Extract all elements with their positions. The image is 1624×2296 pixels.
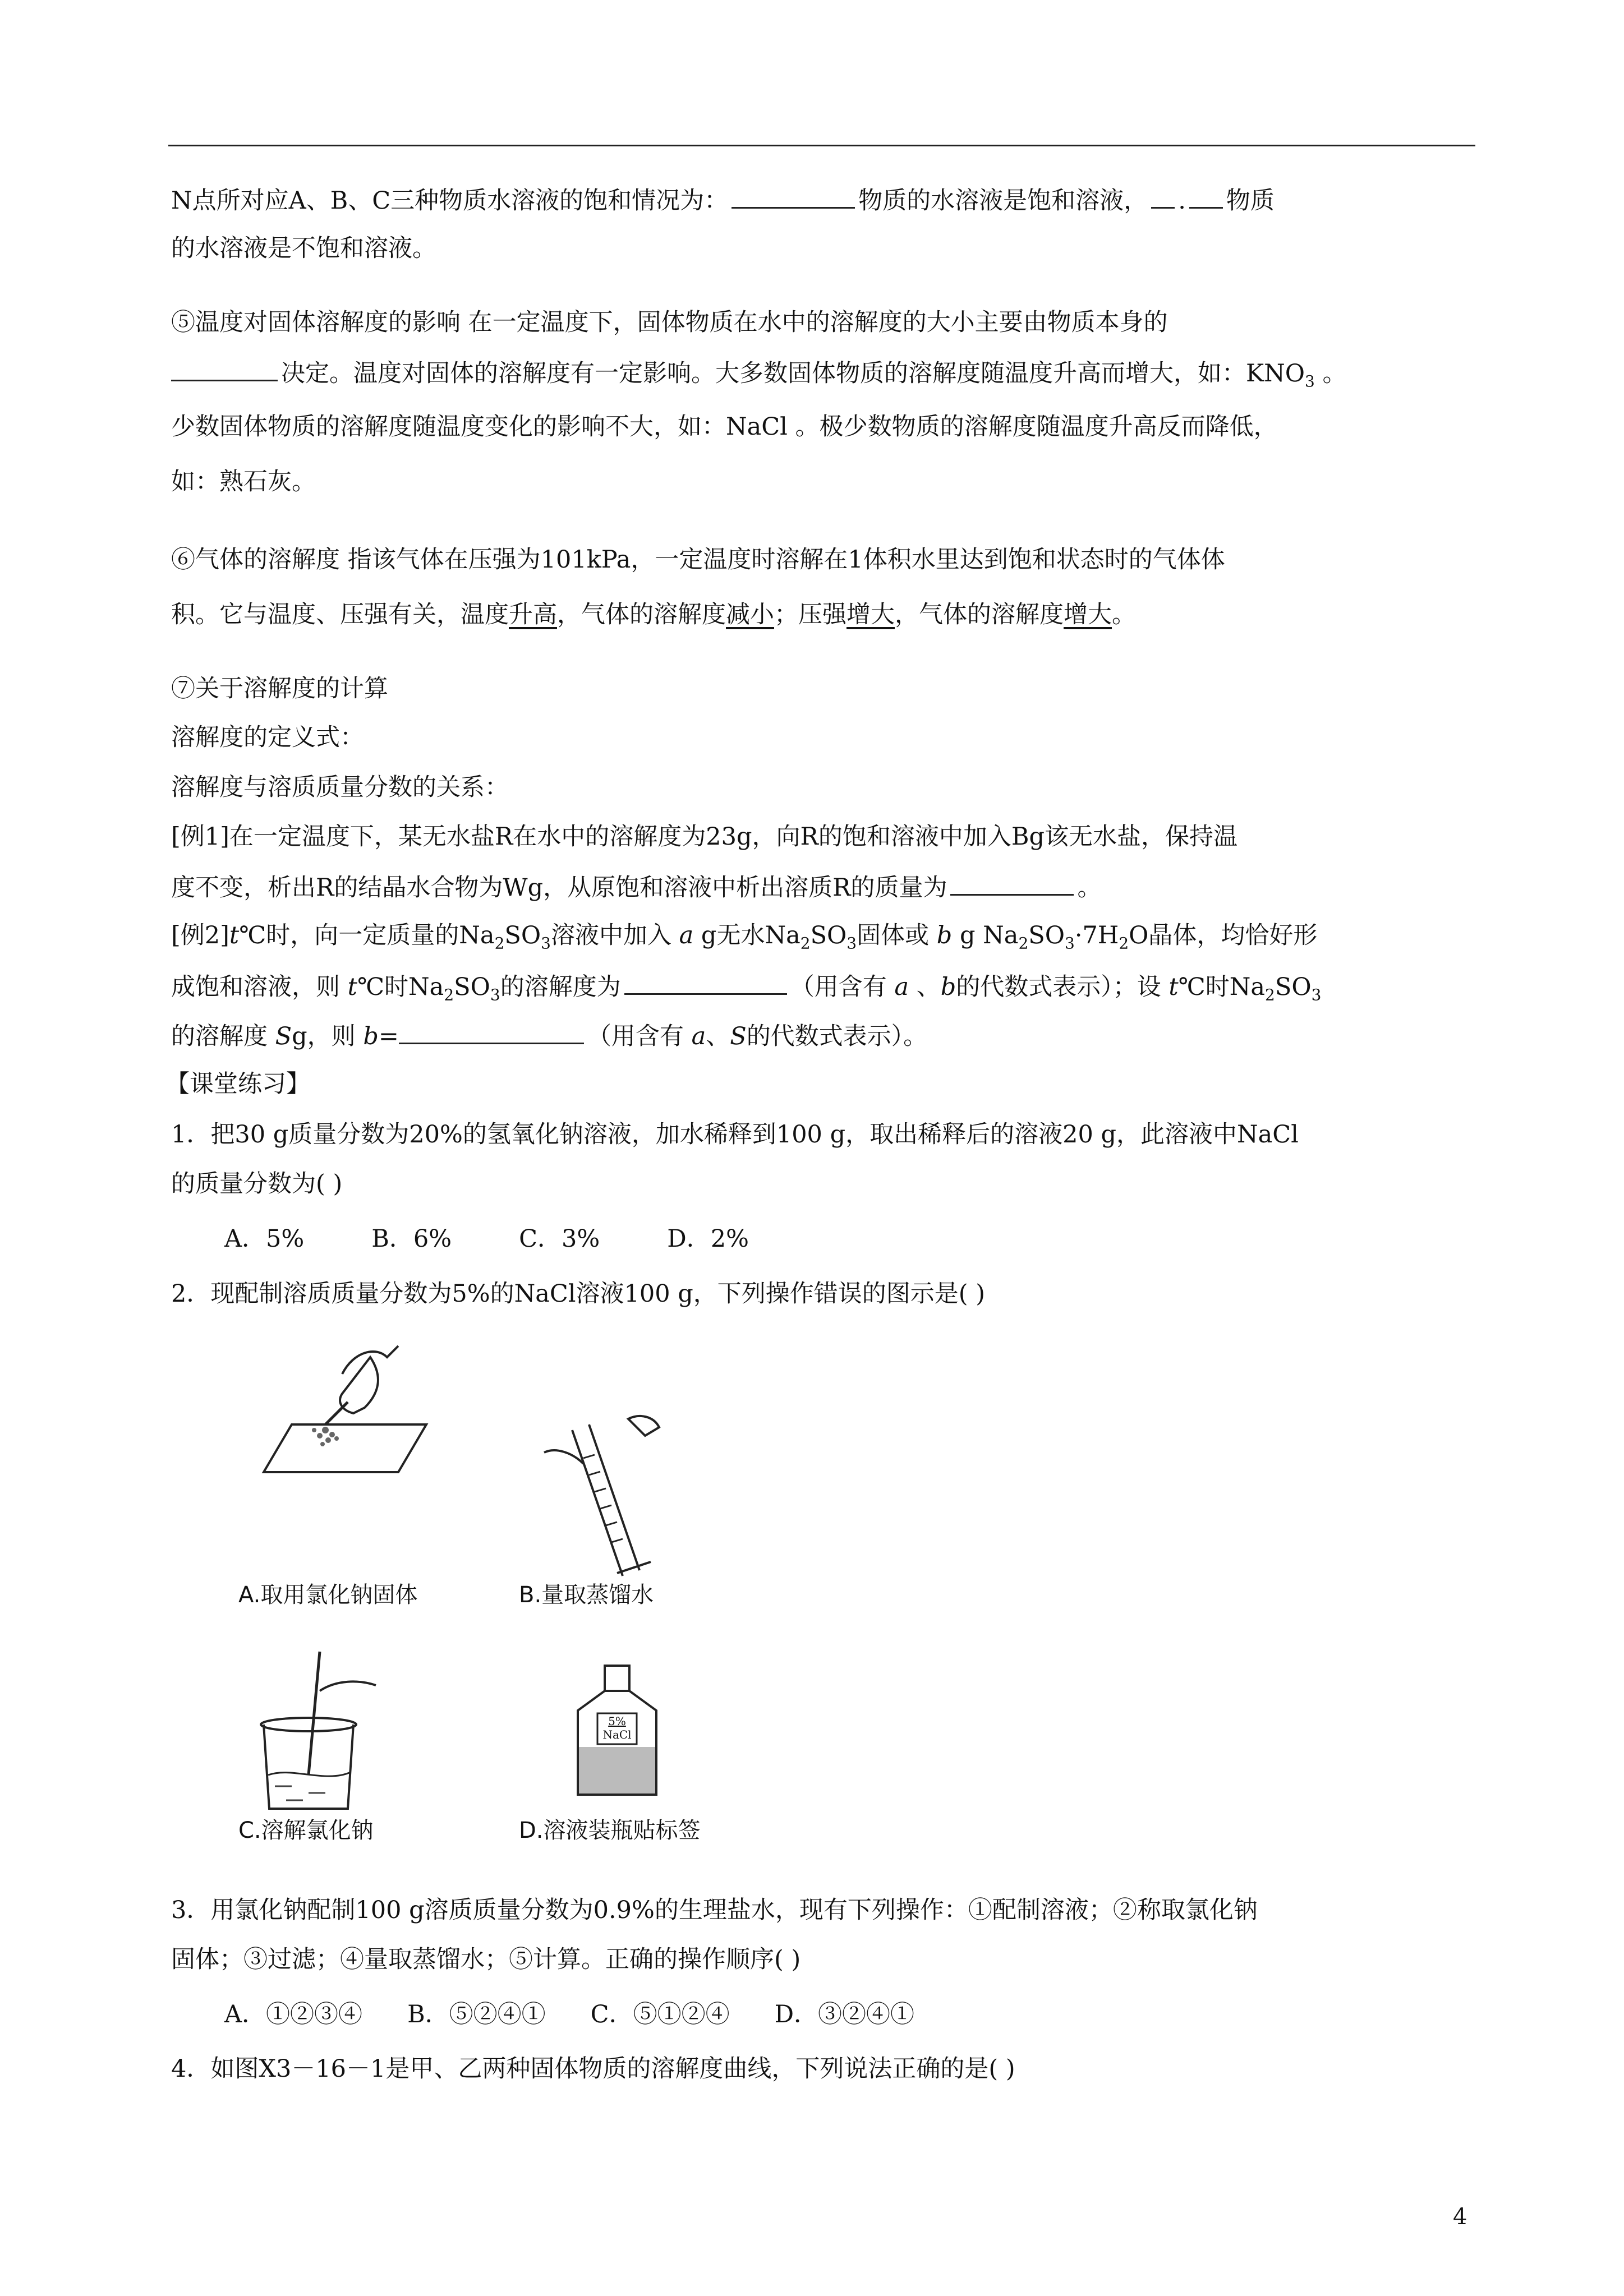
- text-line: 如：熟石灰。: [171, 468, 316, 496]
- caption-d: D.溶液装瓶贴标签: [519, 1818, 701, 1843]
- text-line: 溶解度的定义式：: [171, 723, 364, 751]
- text-line: [例2]t℃时，向一定质量的$Na_2SO_3$溶液中加入 a g无水$Na_2SO_3$固体或 b g $Na_2SO_3\cdot 7H_2O$晶体，均恰好形: [171, 921, 1318, 953]
- section-heading: ⑦关于溶解度的计算: [171, 675, 388, 703]
- bottle-label: [597, 1714, 637, 1741]
- text-line: 成饱和溶液，则 t℃时$Na_2SO_3$的溶解度为 （用含有 a 、b的代数式表示）；设 t℃时$Na_2SO_3$: [171, 969, 1321, 1012]
- page-number: 4: [1453, 2204, 1467, 2230]
- option-c[interactable]: C．3%: [519, 1225, 600, 1253]
- question-3: 3．用氯化钠配制100 g溶质质量分数为0.9%的生理盐水，现有下列操作：①配制溶液；②称取氯化钠: [171, 1896, 1258, 1924]
- answer-blank[interactable]: [950, 869, 1074, 896]
- text-line: 的溶解度 Sg，则 b= （用含有 a、S的代数式表示）。: [171, 1018, 927, 1053]
- options-q3: [224, 1998, 982, 2031]
- illustration-measure-water: [533, 1413, 668, 1582]
- text-line: ⑤温度对固体溶解度的影响 在一定温度下，固体物质在水中的溶解度的大小主要由物质本身的: [171, 308, 1168, 336]
- question-2: 2．现配制溶质质量分数为5%的NaCl溶液100 g，下列操作错误的图示是( ): [171, 1280, 985, 1308]
- answer-blank[interactable]: [171, 355, 278, 381]
- option-a[interactable]: A．5%: [224, 1225, 305, 1253]
- text-line: 决定。温度对固体的溶解度有一定影响。大多数固体物质的溶解度随温度升高而增大，如：$KNO_3$ 。: [171, 355, 1347, 399]
- text-line: 固体；③过滤；④量取蒸馏水；⑤计算。正确的操作顺序( ): [171, 1945, 801, 1974]
- text-line: 度不变，析出R的结晶水合物为Wg，从原饱和溶液中析出溶质R的质量为 。: [171, 869, 1101, 905]
- text-line: 溶解度与溶质质量分数的关系：: [171, 773, 509, 801]
- answer-blank[interactable]: [624, 969, 787, 995]
- option-b[interactable]: B．6%: [371, 1225, 452, 1253]
- caption-b: B.量取蒸馏水: [519, 1582, 654, 1608]
- label-substance: NaCl: [602, 1728, 632, 1741]
- question-1: 1．把30 g质量分数为20%的氢氧化钠溶液，加水稀释到100 g，取出稀释后的溶液20 g，此溶液中NaCl: [171, 1121, 1299, 1149]
- text-line: 的质量分数为( ): [171, 1170, 343, 1198]
- option-c[interactable]: C．⑤①②④: [590, 2000, 730, 2028]
- header-rule: [168, 145, 1475, 146]
- text-line: [例1]在一定温度下，某无水盐R在水中的溶解度为23g，向R的饱和溶液中加入Bg该无水盐，保持温: [171, 823, 1238, 851]
- caption-c: C.溶解氯化钠: [238, 1818, 374, 1843]
- option-d[interactable]: D．③②④①: [774, 2000, 915, 2028]
- option-d[interactable]: D．2%: [667, 1225, 749, 1253]
- text-line: 积。它与温度、压强有关，温度升高，气体的溶解度减小；压强增大，气体的溶解度增大。: [171, 601, 1136, 629]
- text-line: 少数固体物质的溶解度随温度变化的影响不大，如：NaCl 。极少数物质的溶解度随温度升高反而降低，: [171, 413, 1278, 441]
- section-heading: 【课堂练习】: [165, 1070, 310, 1098]
- option-a[interactable]: A．①②③④: [224, 2000, 363, 2028]
- option-b[interactable]: B．⑤②④①: [407, 2000, 546, 2028]
- text-line: ⑥气体的溶解度 指该气体在压强为101kPa，一定温度时溶解在1体积水里达到饱和状态时的气体体: [171, 546, 1225, 574]
- answer-blank[interactable]: [1189, 182, 1223, 209]
- caption-a: A.取用氯化钠固体: [238, 1582, 418, 1608]
- illustration-reagent-bottle: [567, 1660, 668, 1800]
- answer-blank[interactable]: [399, 1018, 584, 1044]
- illustration-take-salt: [258, 1340, 438, 1486]
- text-line: N点所对应A、B、C三种物质水溶液的饱和情况为： 物质的水溶液是饱和溶液， . 物质: [171, 182, 1275, 218]
- label-percent: 5%: [608, 1714, 626, 1728]
- illustration-dissolve-salt: [241, 1646, 398, 1814]
- answer-blank[interactable]: [1151, 182, 1175, 209]
- text-line: 的水溶液是不饱和溶液。: [171, 234, 436, 262]
- answer-blank[interactable]: [732, 182, 855, 209]
- options-q1: [224, 1222, 816, 1256]
- question-4: 4．如图X3－16－1是甲、乙两种固体物质的溶解度曲线，下列说法正确的是( ): [171, 2055, 1015, 2083]
